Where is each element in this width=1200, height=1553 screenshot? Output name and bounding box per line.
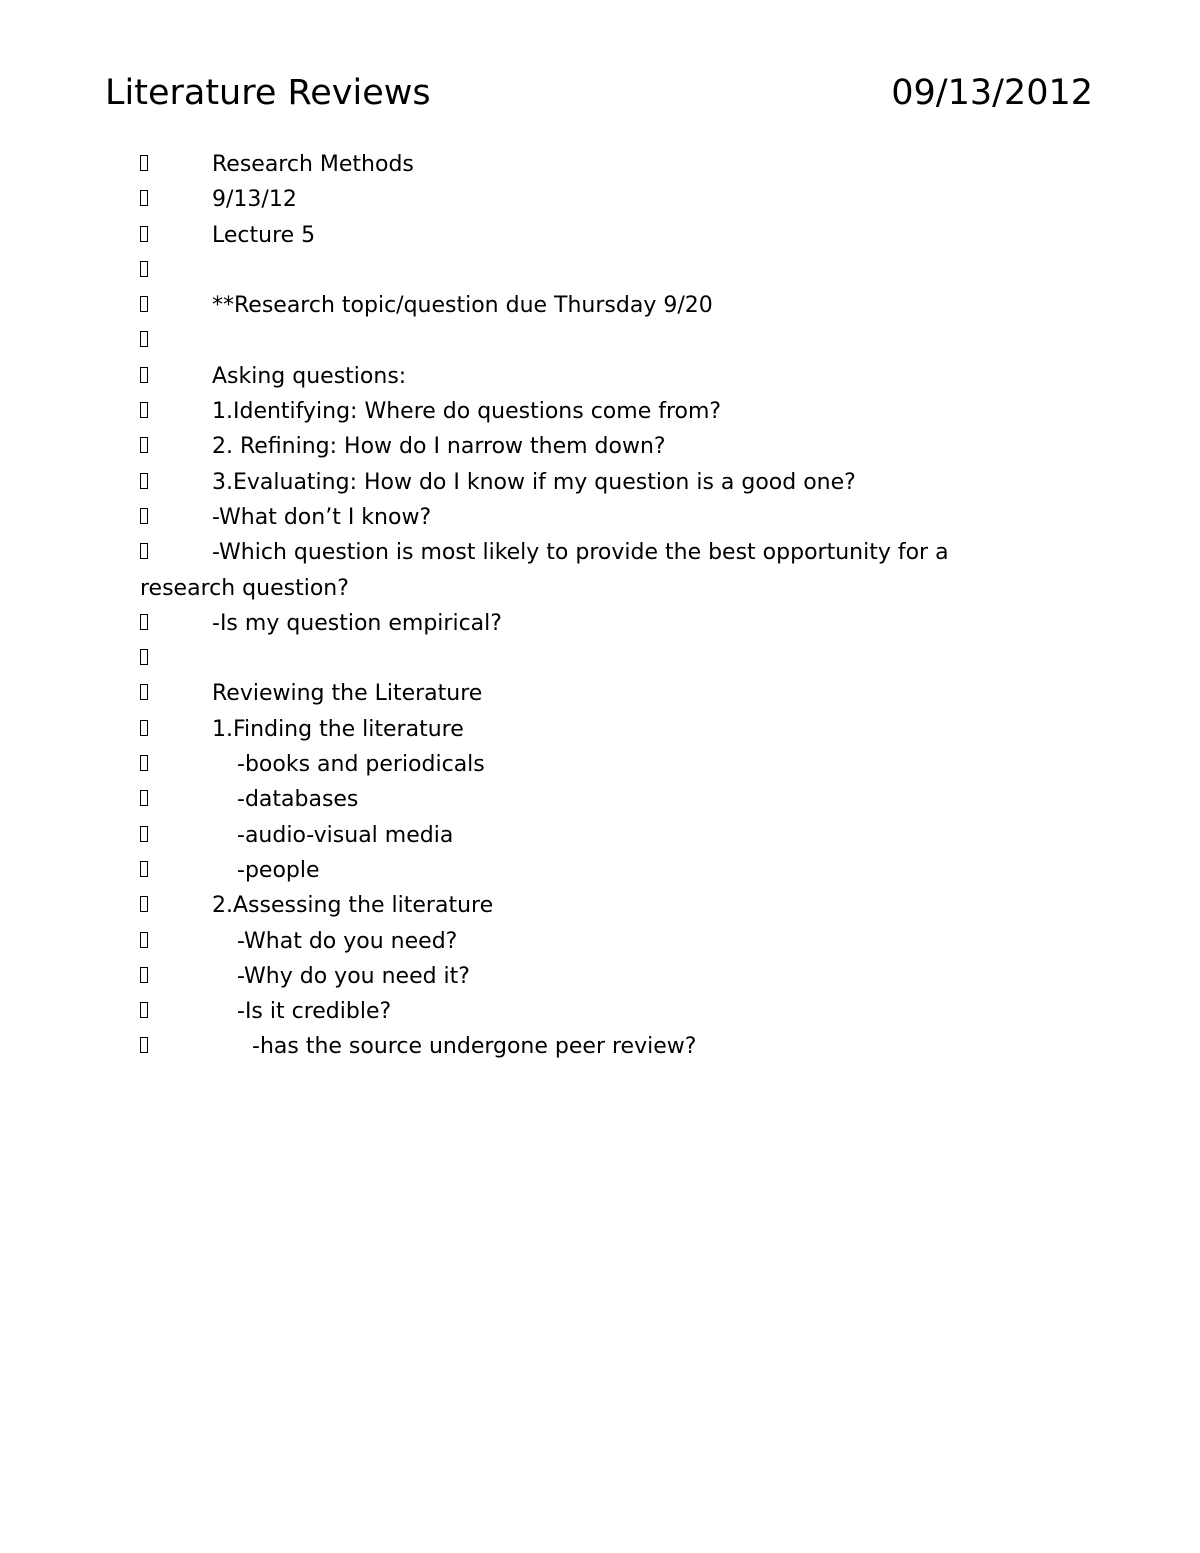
missing-glyph-bullet-icon xyxy=(140,331,148,347)
missing-glyph-bullet-icon xyxy=(140,367,148,383)
note-line xyxy=(140,147,1060,182)
note-text: **Research topic/question due Thursday 9/20 xyxy=(212,293,713,319)
notes-list xyxy=(140,147,1060,1065)
missing-glyph-bullet-icon xyxy=(140,508,148,524)
note-text: 3.Evaluating: How do I know if my question is a good one? xyxy=(212,469,856,495)
page-title: Literature Reviews xyxy=(105,73,431,113)
missing-glyph-bullet-icon xyxy=(140,861,148,877)
note-text: -What don’t I know? xyxy=(212,504,432,530)
note-text-continuation: research question? xyxy=(140,575,349,601)
note-text: -What do you need? xyxy=(237,928,458,954)
note-text: -audio-visual media xyxy=(237,822,454,848)
note-line xyxy=(140,323,1060,358)
page-date: 09/13/2012 xyxy=(891,73,1093,113)
note-line xyxy=(140,218,1060,253)
missing-glyph-bullet-icon xyxy=(140,1037,148,1053)
note-line xyxy=(140,959,1060,994)
missing-glyph-bullet-icon xyxy=(140,473,148,489)
missing-glyph-bullet-icon xyxy=(140,437,148,453)
missing-glyph-bullet-icon xyxy=(140,1002,148,1018)
note-line xyxy=(140,394,1060,429)
note-line xyxy=(140,500,1060,535)
missing-glyph-bullet-icon xyxy=(140,543,148,559)
note-line xyxy=(140,359,1060,394)
note-text: -has the source undergone peer review? xyxy=(252,1034,697,1060)
note-line xyxy=(140,429,1060,464)
note-line xyxy=(140,288,1060,323)
note-text: Research Methods xyxy=(212,152,414,177)
note-text: -Is it credible? xyxy=(237,999,392,1025)
note-line xyxy=(140,676,1060,711)
note-text: 2. Refining: How do I narrow them down? xyxy=(212,434,666,460)
note-line xyxy=(140,641,1060,676)
note-text: -Why do you need it? xyxy=(237,963,470,989)
note-line xyxy=(140,747,1060,782)
note-text: 1.Identifying: Where do questions come from? xyxy=(212,399,722,425)
note-line xyxy=(140,606,1060,641)
note-line xyxy=(140,182,1060,217)
missing-glyph-bullet-icon xyxy=(140,755,148,771)
note-text: 2.Assessing the literature xyxy=(212,893,494,919)
missing-glyph-bullet-icon xyxy=(140,967,148,983)
missing-glyph-bullet-icon xyxy=(140,932,148,948)
note-text: 9/13/12 xyxy=(212,187,297,213)
missing-glyph-bullet-icon xyxy=(140,614,148,630)
note-line xyxy=(140,782,1060,817)
note-line xyxy=(140,818,1060,853)
note-line xyxy=(140,853,1060,888)
note-text: -Is my question empirical? xyxy=(212,610,502,636)
missing-glyph-bullet-icon xyxy=(140,190,148,206)
note-text: -people xyxy=(237,857,320,883)
missing-glyph-bullet-icon xyxy=(140,720,148,736)
note-text: Asking questions: xyxy=(212,363,407,389)
note-text: Lecture 5 xyxy=(212,222,316,248)
missing-glyph-bullet-icon xyxy=(140,296,148,312)
missing-glyph-bullet-icon xyxy=(140,261,148,277)
note-text: -databases xyxy=(237,787,359,813)
missing-glyph-bullet-icon xyxy=(140,790,148,806)
missing-glyph-bullet-icon xyxy=(140,684,148,700)
note-line xyxy=(140,994,1060,1029)
missing-glyph-bullet-icon xyxy=(140,402,148,418)
note-text: -Which question is most likely to provide the best opportunity for a xyxy=(212,540,949,566)
note-line xyxy=(140,253,1060,288)
note-line xyxy=(140,1029,1060,1064)
note-line xyxy=(140,712,1060,747)
note-line xyxy=(140,888,1060,923)
note-text: Reviewing the Literature xyxy=(212,681,483,707)
missing-glyph-bullet-icon xyxy=(140,896,148,912)
missing-glyph-bullet-icon xyxy=(140,226,148,242)
note-text: 1.Finding the literature xyxy=(212,716,464,742)
missing-glyph-bullet-icon xyxy=(140,826,148,842)
note-line xyxy=(140,924,1060,959)
note-line xyxy=(140,465,1060,500)
missing-glyph-bullet-icon xyxy=(140,649,148,665)
note-text: -books and periodicals xyxy=(237,752,485,778)
note-line xyxy=(140,535,1060,570)
missing-glyph-bullet-icon xyxy=(140,155,148,171)
